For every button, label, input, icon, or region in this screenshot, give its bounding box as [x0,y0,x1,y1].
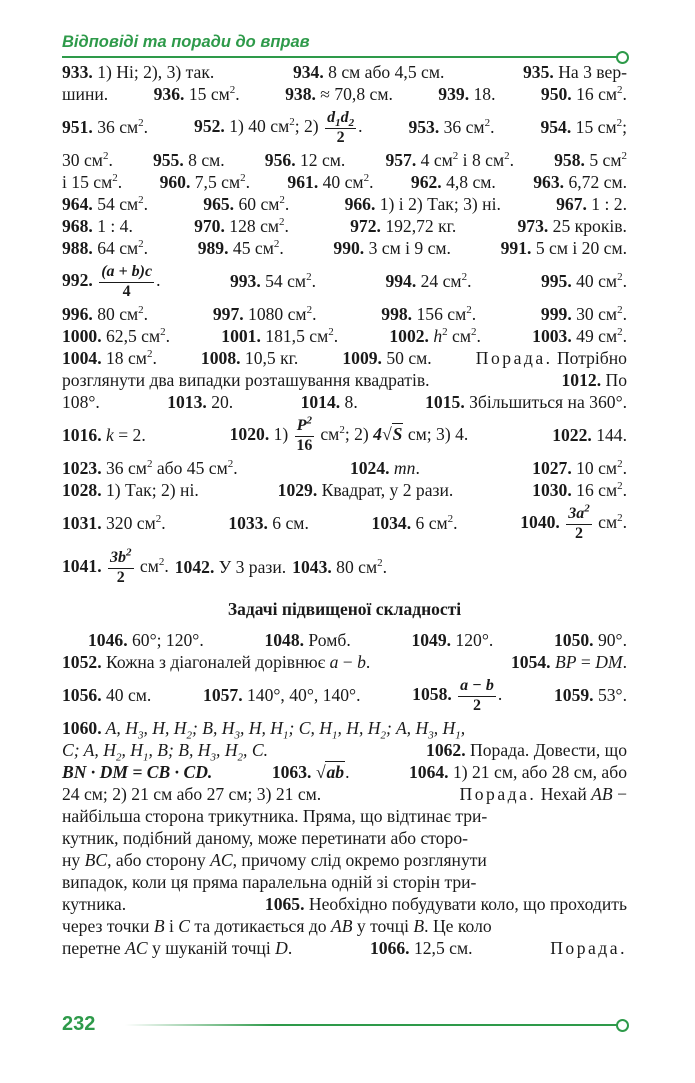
advanced-line-13: через точки B і C та дотикається до AB у точці B. Це коло [62,916,492,936]
answer-line-9: 992. $\frac{(a + b)c}{4}$ . 993. 54 $см^2$. 994. 24 $см^2$. 995. 40 $см^2$. [62,263,627,300]
advanced-line-11: випадок, коли ця пряма паралельна одній зі сторін три- [62,872,477,892]
answer-line-12: 1004. 18 $см^2$. 1008. 10,5 кг. 1009. 50 см. Порада. Потрібно [62,348,627,368]
answer-line-17: 1028. 1) Так; 2) ні. 1029. Квадрат, у 2 рази. 1030. 16 $см^2$. [62,480,627,500]
fraction-abc-over-4: $\frac{(a + b)c}{4}$ [101,263,153,300]
answer-line-4: 30 $см^2$. 955. 8 см. 956. 12 см. 957. 4 $см^2$ і 8 $см^2$. 958. 5 $см^2$ [62,150,627,170]
answer-line-10: 996. 80 $см^2$. 997. 1080 $см^2$. 998. 156 $см^2$. 999. 30 $см^2$. [62,304,627,324]
advanced-line-1: 1046. 60°; 120°. 1048. Ромб. 1049. 120°. 1050. 90°. [88,630,627,650]
sqrt-ab: √ab [315,762,345,782]
advanced-line-6: BN · DM = CB · CD. 1063. √ab. 1064. 1) 21 см, або 28 см, або [62,762,627,782]
footer-rule [125,1024,618,1026]
answer-line-11: 1000. 62,5 $см^2$. 1001. 181,5 $см^2$. 1002. $h^2$ $см^2$. 1003. 49 $см^2$. [62,326,627,346]
advanced-line-5: C; A, $H_2$, $H_1$, B; B, $H_3$, $H_2$, C. 1062. Порада. Довести, що [62,740,627,764]
advanced-line-7: 24 см; 2) 21 см або 27 см; 3) 21 см. Порада. Нехай AB − [62,784,627,804]
fraction-d1d2-over-2: $\frac{d_1d_2}{2}$ [327,109,355,146]
running-header: Відповіді та поради до вправ [62,33,310,51]
advanced-line-9: кутник, подібний даному, може перетинати або сторо- [62,828,469,848]
answer-line-2: шини. 936. 15 $см^2$. 938. ≈ 70,8 см. 939. 18. 950. 16 $см^2$. [62,84,627,104]
page-number: 232 [62,1013,96,1035]
answer-line-8: 988. 64 $см^2$. 989. 45 $см^2$. 990. 3 см і 9 см. 991. 5 см і 20 см. [62,238,627,258]
fraction-3b2-over-2: $\frac{3b^2}{2}$ [110,546,132,586]
advanced-line-3: 1056. 40 см. 1057. 140°, 40°, 140°. 1058. $\frac{a - b}{2}$ . 1059. 53°. [62,677,627,714]
answer-line-6: 964. 54 $см^2$. 965. 60 $см^2$. 966. 1) і 2) Так; 3) ні. 967. 1 : 2. [62,194,627,214]
answer-line-1: 933. 1) Ні; 2), 3) так. 934. 8 см або 4,5 см. 935. На 3 вер- [62,62,627,82]
answer-line-5: і 15 $см^2$. 960. 7,5 $см^2$. 961. 40 $см^2$. 962. 4,8 см. 963. 6,72 см. [62,172,627,192]
advanced-line-8: найбільша сторона трикутника. Пряма, що відтинає три- [62,806,488,826]
answers-body [62,62,627,960]
answer-line-13: розглянути два випадки розташування квадратів. 1012. По [62,370,627,390]
advanced-line-4: 1060. A, $H_3$, H, $H_2$; B, $H_3$, H, $H_1$; C, $H_1$, H, $H_2$; A, $H_3$, $H_1$, [62,718,466,742]
answer-line-18: 1031. 320 $см^2$. 1033. 6 см. 1034. 6 $см^2$. 1040. $\frac{3a^2}{2}$ $см^2$. [62,502,627,542]
answer-line-15: 1016. k = 2. 1020. 1) $\frac{P^2}{16}$ $см^2$; 2) 4√S см; 3) 4. 1022. 144. [62,414,627,454]
advanced-line-12: кутника. 1065. Необхідно побудувати коло, що проходить [62,894,627,914]
footer-rule-end-circle [616,1019,629,1032]
section-heading: Задачі підвищеної складності [227,599,462,620]
advanced-line-14: перетне AC у шуканій точці D. 1066. 12,5 см. Порада. [62,938,627,958]
answer-line-19: 1041. $\frac{3b^2}{2}$ $см^2$. 1042. У 3 рази. 1043. 80 $см^2$. [62,546,388,586]
header-rule [62,56,618,58]
fraction-a-minus-b-over-2: $\frac{a - b}{2}$ [460,677,494,714]
answer-line-14: 108°. 1013. 20. 1014. 8. 1015. Збільшиться на 360°. [62,392,627,412]
fraction-3a2-over-2: $\frac{3a^2}{2}$ [568,502,590,542]
advanced-line-2: 1052. Кожна з діагоналей дорівнює a − b. 1054. BP = DM. [62,652,627,672]
answer-line-3: 951. 36 $см^2$. 952. 1) 40 $см^2$; 2) $\frac{d_1d_2}{2}$ . 953. 36 $см^2$. 954. 15 $см^2$; [62,109,627,146]
fraction-p2-over-16: $\frac{P^2}{16}$ [296,414,313,454]
advanced-line-10: ну BC, або сторону AC, причому слід окремо розглянути [62,850,487,870]
answer-line-16: 1023. 36 $см^2$ або 45 $см^2$. 1024. mn. 1027. 10 $см^2$. [62,458,627,478]
sqrt-expression: 4√S [373,424,403,445]
answer-line-7: 968. 1 : 4. 970. 128 $см^2$. 972. 192,72 кг. 973. 25 кроків. [62,216,627,236]
